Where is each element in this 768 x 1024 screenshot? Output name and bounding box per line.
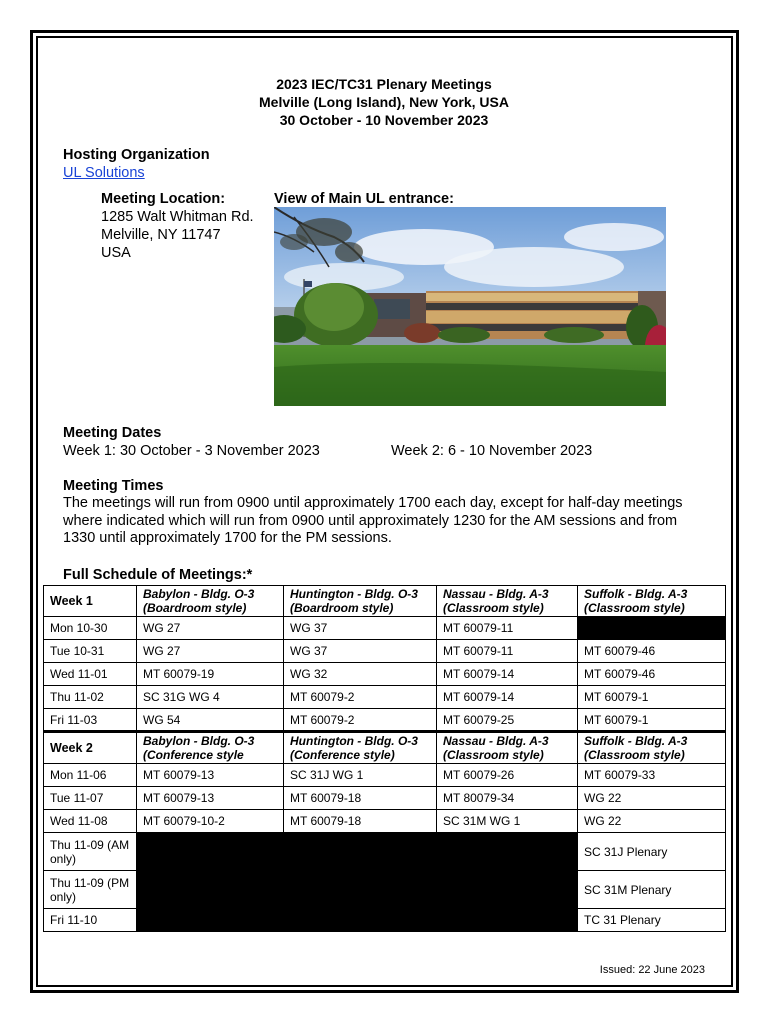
day-cell: Mon 11-06: [44, 764, 137, 787]
day-cell: Thu 11-02: [44, 686, 137, 709]
meeting-cell: MT 60079-46: [578, 663, 726, 686]
table-row: [44, 787, 726, 810]
room-header-babylon: Babylon - Bldg. O-3 (Conference style: [137, 732, 284, 764]
day-cell: Wed 11-08: [44, 810, 137, 833]
meeting-cell: MT 60079-14: [437, 663, 578, 686]
meeting-cell: MT 60079-13: [137, 764, 284, 787]
address-line-2: Melville, NY 11747: [101, 227, 221, 243]
redacted-block: [137, 833, 578, 932]
meeting-cell: MT 60079-1: [578, 709, 726, 732]
meeting-cell: MT 60079-2: [284, 686, 437, 709]
meeting-cell: MT 60079-10-2: [137, 810, 284, 833]
day-cell: Wed 11-01: [44, 663, 137, 686]
hosting-heading: Hosting Organization: [63, 147, 210, 163]
room-header-huntington: Huntington - Bldg. O-3 (Conference style): [284, 732, 437, 764]
meeting-cell: WG 27: [137, 617, 284, 640]
schedule-heading: Full Schedule of Meetings:*: [63, 567, 253, 583]
ul-solutions-link[interactable]: UL Solutions: [63, 165, 145, 181]
table-row: [44, 764, 726, 787]
meeting-times-text: The meetings will run from 0900 until approximately 1700 each day, except for half-day meetings where indicated which will run from 0900 until approximately 1230 for the AM sessions and from 1330 until approximately 1700 for the PM sessions.: [63, 495, 683, 546]
day-cell: Thu 11-09 (AM only): [44, 833, 137, 871]
redacted-cell: [578, 617, 726, 640]
table-row: [44, 640, 726, 663]
title-line-1: 2023 IEC/TC31 Plenary Meetings: [276, 76, 492, 92]
meeting-cell: SC 31J WG 1: [284, 764, 437, 787]
meeting-cell: MT 60079-14: [437, 686, 578, 709]
day-cell: Thu 11-09 (PM only): [44, 871, 137, 909]
meeting-cell: MT 60079-11: [437, 640, 578, 663]
schedule-table: [43, 585, 726, 932]
meeting-cell: MT 80079-34: [437, 787, 578, 810]
day-cell: Tue 11-07: [44, 787, 137, 810]
day-cell: Tue 10-31: [44, 640, 137, 663]
meeting-cell: SC 31M Plenary: [578, 871, 726, 909]
meeting-cell: WG 22: [578, 787, 726, 810]
room-header-babylon: Babylon - Bldg. O-3 (Boardroom style): [137, 586, 284, 617]
table-row: [44, 617, 726, 640]
photo-caption: View of Main UL entrance:: [274, 191, 454, 207]
meeting-cell: WG 22: [578, 810, 726, 833]
meeting-cell: MT 60079-25: [437, 709, 578, 732]
meeting-cell: MT 60079-18: [284, 810, 437, 833]
meeting-cell: MT 60079-13: [137, 787, 284, 810]
meeting-cell: WG 37: [284, 617, 437, 640]
meeting-cell: MT 60079-18: [284, 787, 437, 810]
meeting-cell: MT 60079-33: [578, 764, 726, 787]
meeting-cell: MT 60079-1: [578, 686, 726, 709]
meeting-cell: TC 31 Plenary: [578, 909, 726, 932]
meeting-cell: WG 32: [284, 663, 437, 686]
meeting-cell: SC 31J Plenary: [578, 833, 726, 871]
title-line-3: 30 October - 10 November 2023: [279, 112, 489, 128]
table-row: [44, 833, 726, 871]
document-title: [40, 75, 728, 129]
title-line-2: Melville (Long Island), New York, USA: [259, 94, 509, 110]
room-header-huntington: Huntington - Bldg. O-3 (Boardroom style): [284, 586, 437, 617]
meeting-cell: WG 37: [284, 640, 437, 663]
week-1-dates: Week 1: 30 October - 3 November 2023: [63, 443, 320, 459]
issued-date: Issued: 22 June 2023: [599, 964, 705, 976]
day-cell: Fri 11-10: [44, 909, 137, 932]
week-2-label: Week 2: [44, 732, 137, 764]
day-cell: Mon 10-30: [44, 617, 137, 640]
meeting-cell: MT 60079-46: [578, 640, 726, 663]
meeting-cell: MT 60079-2: [284, 709, 437, 732]
week-1-header-row: [44, 586, 726, 617]
table-row: [44, 663, 726, 686]
table-row: [44, 810, 726, 833]
table-row: [44, 709, 726, 732]
meeting-cell: SC 31G WG 4: [137, 686, 284, 709]
meeting-location-heading: Meeting Location:: [101, 191, 226, 207]
room-header-nassau: Nassau - Bldg. A-3 (Classroom style): [437, 732, 578, 764]
meeting-cell: MT 60079-19: [137, 663, 284, 686]
room-header-suffolk: Suffolk - Bldg. A-3 (Classroom style): [578, 732, 726, 764]
address-line-3: USA: [101, 245, 131, 261]
meeting-cell: WG 54: [137, 709, 284, 732]
room-header-nassau: Nassau - Bldg. A-3 (Classroom style): [437, 586, 578, 617]
meeting-times-heading: Meeting Times: [63, 478, 164, 494]
meeting-cell: MT 60079-11: [437, 617, 578, 640]
week-2-header-row: [44, 732, 726, 764]
meeting-cell: MT 60079-26: [437, 764, 578, 787]
meeting-cell: WG 27: [137, 640, 284, 663]
day-cell: Fri 11-03: [44, 709, 137, 732]
meeting-dates-heading: Meeting Dates: [63, 425, 162, 441]
room-header-suffolk: Suffolk - Bldg. A-3 (Classroom style): [578, 586, 726, 617]
week-2-dates: Week 2: 6 - 10 November 2023: [391, 443, 593, 459]
week-1-label: Week 1: [44, 586, 137, 617]
table-row: [44, 686, 726, 709]
meeting-cell: SC 31M WG 1: [437, 810, 578, 833]
address-line-1: 1285 Walt Whitman Rd.: [101, 209, 254, 225]
ul-entrance-photo: [274, 207, 666, 406]
